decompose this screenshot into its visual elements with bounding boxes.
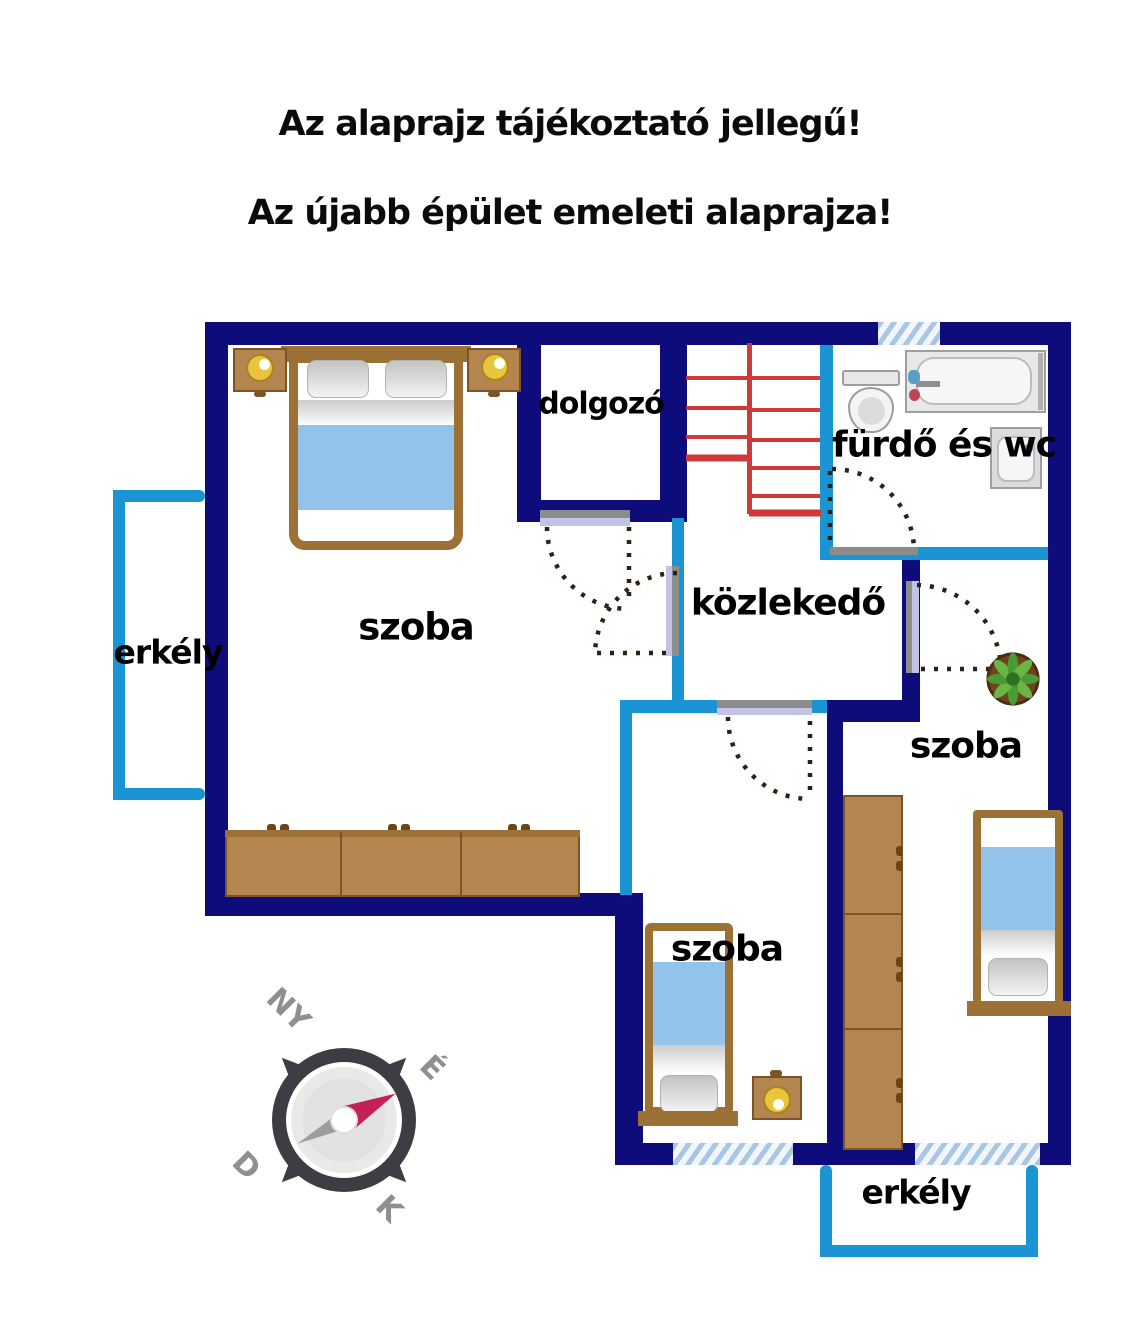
bed-blanket (653, 962, 725, 1046)
lamp (246, 354, 274, 382)
bed-sheet (298, 400, 454, 426)
stairs (686, 343, 821, 514)
pillow (307, 360, 369, 398)
compass-label-east: K (368, 1188, 410, 1230)
wardrobe-divider (845, 1028, 901, 1030)
single-bed-footboard (967, 1001, 1071, 1016)
nightstand-knob (488, 391, 500, 397)
room-label-bedroom-right: szoba (909, 725, 1023, 767)
bed-blanket (298, 425, 454, 510)
compass-label-north: É (412, 1048, 452, 1088)
wardrobe-handle (280, 824, 289, 830)
wardrobe-handle (508, 824, 517, 830)
door-bedroom-middle-lintel (717, 700, 812, 708)
room-label-bathroom: fürdő és wc (831, 424, 1057, 466)
compass-rose (244, 1015, 444, 1225)
toilet-bowl (858, 397, 885, 425)
balcony-rear-rail-right (1026, 1165, 1038, 1255)
floor-title: Az újabb épület emeleti alaprajza! (247, 193, 893, 233)
door-study-leaf (540, 518, 630, 526)
tall-wardrobe (843, 795, 903, 1150)
wardrobe-handle (388, 824, 397, 830)
partition-bedroom-middle-left (620, 700, 632, 895)
room-label-balcony-rear: erkély (861, 1172, 971, 1212)
wardrobe-top-edge (225, 830, 580, 837)
room-label-bedroom-large: szoba (358, 605, 474, 649)
bathtub-faucet (916, 381, 940, 387)
wardrobe-handle (896, 1093, 902, 1103)
room-label-study: dolgozó (538, 386, 664, 422)
compass-label-west: NY (259, 981, 317, 1039)
compass-label-south: D (224, 1144, 268, 1188)
wardrobe-divider (460, 832, 462, 895)
disclaimer-title: Az alaprajz tájékoztató jellegű! (278, 104, 862, 144)
wardrobe-handle (896, 861, 902, 871)
potted-plant (984, 650, 1042, 708)
wardrobe-handle (896, 846, 902, 856)
wardrobe-handle (896, 957, 902, 967)
lamp (763, 1086, 791, 1114)
door-arc-bathroom (832, 469, 914, 551)
room-label-hallway: közlekedő (690, 582, 886, 624)
bathtub-edge (1038, 353, 1043, 410)
wardrobe-row (225, 830, 580, 897)
nightstand-knob (770, 1070, 782, 1077)
bed-blanket (981, 847, 1055, 931)
balcony-left-rail-bottom (113, 788, 205, 800)
door-bathroom-lintel (830, 547, 918, 555)
wall-left (205, 322, 228, 916)
bed-sheet (653, 1045, 725, 1073)
bed-sheet (981, 930, 1055, 956)
door-arc-bedroom-large (595, 573, 677, 655)
wall-top (205, 322, 1071, 345)
door-arc-study (547, 527, 629, 609)
door-bedroom-right-leaf (912, 581, 919, 673)
nightstand-knob (254, 391, 266, 397)
wardrobe-handle (267, 824, 276, 830)
window-bedroom-middle (673, 1143, 793, 1165)
wall-study-right (660, 322, 687, 522)
pillow (988, 958, 1048, 996)
wardrobe-handle (401, 824, 410, 830)
toilet-tank (842, 370, 900, 386)
pillow (385, 360, 447, 398)
hot-cold-tap-red (909, 389, 920, 401)
door-bedroom-large-leaf-edge (672, 566, 679, 656)
room-label-balcony-left: erkély (113, 632, 223, 672)
door-bedroom-middle-leaf (717, 708, 812, 715)
window-bedroom-right (915, 1143, 1040, 1165)
balcony-left-rail-top (113, 490, 205, 502)
wardrobe-handle (896, 1078, 902, 1088)
room-label-bedroom-middle: szoba (670, 928, 784, 970)
wall-room-divider (827, 700, 843, 1165)
lamp (481, 353, 509, 381)
hot-cold-tap-blue (908, 370, 920, 384)
balcony-rear-rail-left (820, 1165, 832, 1255)
single-bed-footboard (638, 1111, 738, 1126)
pillow (660, 1075, 718, 1113)
door-arc-bedroom-middle (728, 717, 810, 799)
wardrobe-divider (340, 832, 342, 895)
wardrobe-handle (896, 972, 902, 982)
window-bathroom (878, 322, 940, 345)
wardrobe-divider (845, 913, 901, 915)
balcony-rear-rail-bottom (820, 1245, 1038, 1257)
door-study-lintel (540, 510, 630, 518)
wardrobe-handle (521, 824, 530, 830)
